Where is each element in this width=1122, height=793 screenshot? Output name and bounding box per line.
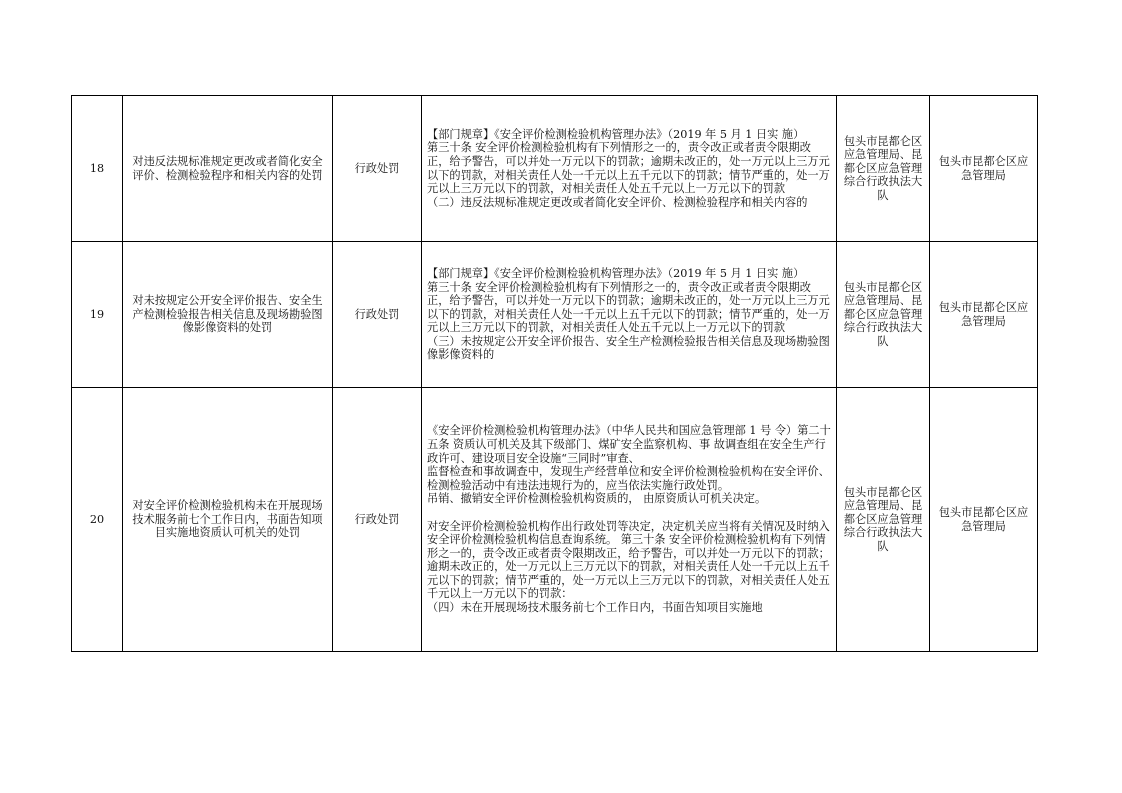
basis-blank-line (427, 506, 831, 520)
basis-line: 吊销、撤销安全评价检测检验机构资质的， 由原资质认可机关决定。 (427, 492, 767, 506)
row-number: 20 (72, 388, 123, 652)
table-row (72, 96, 1038, 242)
enforcement-department: 包头市昆都仑区应急管理局、昆都仑区应急管理综合行政执法大队 (837, 388, 930, 652)
responsible-organization: 包头市昆都仑区应急管理局 (930, 242, 1038, 388)
basis-line: 《安全评价检测检验机构管理办法》（中华人民共和国应急管理部 1 号 令）第二十五条 资质认可机关及其下级部门、煤矿安全监察机构、事 故调查组在安全生产行政许可、建设项目安全设施“三同时”审查、 (427, 424, 831, 465)
table-row (72, 242, 1038, 388)
responsible-organization: 包头市昆都仑区应急管理局 (930, 96, 1038, 242)
penalty-type: 行政处罚 (333, 96, 422, 242)
basis-line: 第三十条 安全评价检测检验机构有下列情形之一的，责令改正或者责令限期改正，给予警告，可以并处一万元以下的罚款；逾期未改正的，处一万元以上三万元以下的罚款，对相关责任人处一千元以上五千元以下的罚款；情节严重的，处一万元以上三万元以下的罚款，对相关责任人处五千元以上一万元以下的罚款 (427, 280, 830, 335)
legal-basis (422, 388, 837, 652)
row-number: 18 (72, 96, 123, 242)
basis-line: （四）未在开展现场技术服务前七个工作日内，书面告知项目实施地 (427, 601, 763, 615)
legal-basis (422, 96, 837, 242)
enforcement-department: 包头市昆都仑区应急管理局、昆都仑区应急管理综合行政执法大队 (837, 242, 930, 388)
basis-line: 【部门规章】《安全评价检测检验机构管理办法》（2019 年 5 月 1 日实 施） (427, 266, 805, 280)
penalty-type: 行政处罚 (333, 242, 422, 388)
penalty-item: 对安全评价检测检验机构未在开展现场技术服务前七个工作日内，书面告知项目实施地资质认可机关的处罚 (123, 388, 333, 652)
row-number: 19 (72, 242, 123, 388)
penalty-item: 对未按规定公开安全评价报告、安全生产检测检验报告相关信息及现场勘验图像影像资料的处罚 (123, 242, 333, 388)
responsible-organization: 包头市昆都仑区应急管理局 (930, 388, 1038, 652)
basis-line: （三）未按规定公开安全评价报告、安全生产检测检验报告相关信息及现场勘验图像影像资料的 (427, 334, 830, 362)
legal-basis (422, 242, 837, 388)
penalty-item: 对违反法规标准规定更改或者简化安全评价、检测检验程序和相关内容的处罚 (123, 96, 333, 242)
basis-line: 【部门规章】《安全评价检测检验机构管理办法》（2019 年 5 月 1 日实 施） (427, 127, 805, 141)
basis-line: 监督检查和事故调查中，发现生产经营单位和安全评价检测检验机构在安全评价、检测检验活动中有违法违规行为的，应当依法实施行政处罚。 (427, 465, 830, 492)
enforcement-department: 包头市昆都仑区应急管理局、昆都仑区应急管理综合行政执法大队 (837, 96, 930, 242)
basis-line: 对安全评价检测检验机构作出行政处罚等决定，决定机关应当将有关情况及时纳入安全评价检测检验机构信息查询系统。 第三十条 安全评价检测检验机构有下列情形之一的，责令改正或者责令限期改正，给予警告，可以并处一万元以下的罚款；逾期未改正的，处一万元以上三万元以下的罚款，对相关责任人处一千元以上五千元以下的罚款；情节严重的，处一万元以上三万元以下的罚款，对相关责任人处五千元以上一万元以下的罚款： (427, 519, 830, 601)
table-row (72, 388, 1038, 652)
regulation-table (71, 95, 1038, 652)
basis-line: （二）违反法规标准规定更改或者简化安全评价、检测检验程序和相关内容的 (427, 195, 808, 209)
penalty-type: 行政处罚 (333, 388, 422, 652)
basis-line: 第三十条 安全评价检测检验机构有下列情形之一的，责令改正或者责令限期改正，给予警告，可以并处一万元以下的罚款；逾期未改正的，处一万元以上三万元以下的罚款，对相关责任人处一千元以上五千元以下的罚款；情节严重的，处一万元以上三万元以下的罚款，对相关责任人处五千元以上一万元以下的罚款 (427, 141, 830, 196)
